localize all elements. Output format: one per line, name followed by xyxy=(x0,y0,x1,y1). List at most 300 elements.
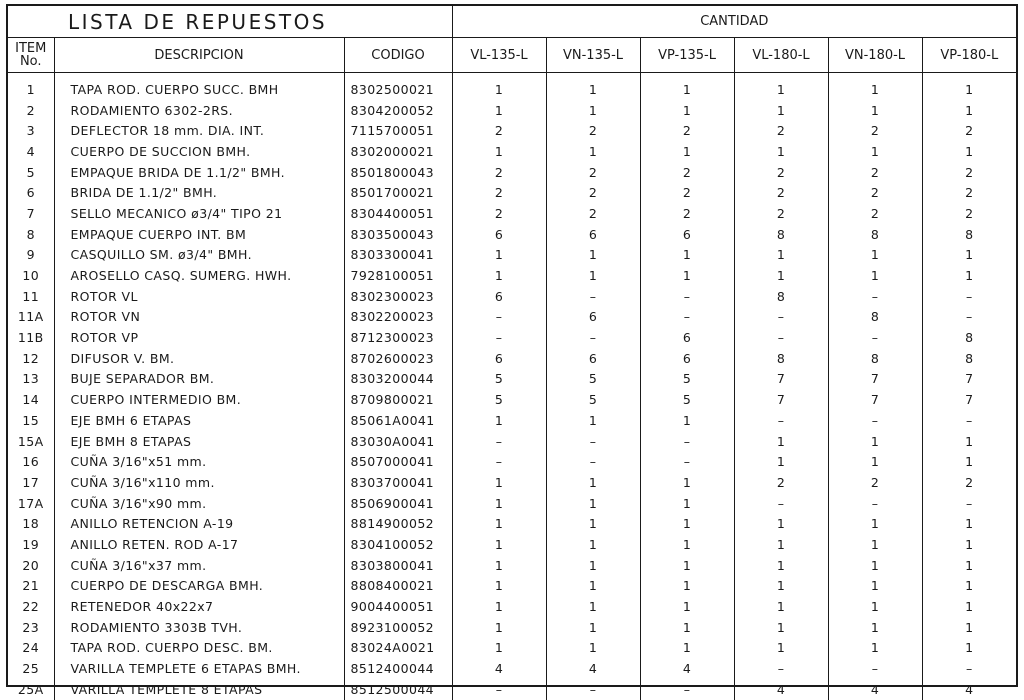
quantity-cell: 2 xyxy=(640,203,734,224)
part-code: 8501800043 xyxy=(344,162,452,183)
quantity-cell: 1 xyxy=(922,73,1016,100)
part-code: 8303800041 xyxy=(344,555,452,576)
table-row xyxy=(8,493,1016,514)
item-number: 17 xyxy=(22,474,40,490)
quantity-cell: – xyxy=(922,410,1016,431)
quantity-cell: 6 xyxy=(546,307,640,328)
table-row xyxy=(8,162,1016,183)
quantity-cell: 1 xyxy=(922,265,1016,286)
quantity-cell: 1 xyxy=(734,617,828,638)
item-number: 25 xyxy=(22,661,40,677)
quantity-cell: 1 xyxy=(640,638,734,659)
quantity-cell: 1 xyxy=(828,73,922,100)
parts-rows xyxy=(8,73,1016,700)
table-row xyxy=(8,389,1016,410)
quantity-cell: 1 xyxy=(452,472,546,493)
quantity-cell: 2 xyxy=(922,162,1016,183)
quantity-cell: 1 xyxy=(734,73,828,100)
quantity-cell: 8 xyxy=(734,224,828,245)
part-code: 83024A0021 xyxy=(344,638,452,659)
table-row xyxy=(8,307,1016,328)
quantity-cell: – xyxy=(640,679,734,700)
quantity-cell: 1 xyxy=(922,431,1016,452)
part-description: EJE BMH 6 ETAPAS xyxy=(54,410,344,431)
part-code: 9004400051 xyxy=(344,596,452,617)
quantity-cell: 8 xyxy=(922,327,1016,348)
quantity-cell: 2 xyxy=(546,203,640,224)
item-number: 21 xyxy=(22,578,40,594)
item-number: 11 xyxy=(22,288,40,304)
item-number: 9 xyxy=(26,247,35,263)
quantity-cell: 8 xyxy=(828,307,922,328)
quantity-cell: 1 xyxy=(640,513,734,534)
quantity-cell: 1 xyxy=(640,576,734,597)
quantity-cell: 2 xyxy=(546,120,640,141)
quantity-cell: 1 xyxy=(828,555,922,576)
quantity-cell: 1 xyxy=(922,596,1016,617)
quantity-cell: 4 xyxy=(452,658,546,679)
quantity-cell: 1 xyxy=(546,555,640,576)
quantity-cell: 1 xyxy=(734,513,828,534)
quantity-cell: 8 xyxy=(922,224,1016,245)
quantity-cell: 2 xyxy=(546,162,640,183)
quantity-cell: 7 xyxy=(734,369,828,390)
quantity-cell: 1 xyxy=(922,245,1016,266)
item-number: 25A xyxy=(17,681,44,697)
quantity-cell: 1 xyxy=(546,141,640,162)
quantity-cell: 8 xyxy=(828,348,922,369)
table-row xyxy=(8,658,1016,679)
quantity-cell: 2 xyxy=(734,162,828,183)
item-number: 5 xyxy=(26,164,35,180)
table-row xyxy=(8,638,1016,659)
table-row xyxy=(8,596,1016,617)
quantity-cell: 1 xyxy=(452,493,546,514)
part-code: 8303500043 xyxy=(344,224,452,245)
part-code: 8808400021 xyxy=(344,576,452,597)
quantity-cell: 5 xyxy=(640,369,734,390)
quantity-cell: – xyxy=(452,679,546,700)
table-row xyxy=(8,327,1016,348)
model-header: VP-180-L xyxy=(922,38,1016,73)
table-row xyxy=(8,245,1016,266)
quantity-cell: 6 xyxy=(546,224,640,245)
item-number: 16 xyxy=(22,454,40,470)
item-number: 11B xyxy=(17,330,44,346)
table-row xyxy=(8,679,1016,700)
quantity-cell: 1 xyxy=(828,141,922,162)
quantity-cell: 1 xyxy=(922,100,1016,121)
quantity-cell: 1 xyxy=(452,100,546,121)
part-code: 8303300041 xyxy=(344,245,452,266)
quantity-cell: 1 xyxy=(640,493,734,514)
item-number: 15 xyxy=(22,412,40,428)
item-number: 8 xyxy=(26,226,35,242)
codigo-header: CODIGO xyxy=(344,38,452,73)
quantity-cell: 2 xyxy=(922,203,1016,224)
item-number: 17A xyxy=(17,495,44,511)
quantity-cell: 1 xyxy=(828,451,922,472)
quantity-cell: 1 xyxy=(452,638,546,659)
quantity-cell: 2 xyxy=(734,182,828,203)
part-description: CUERPO DE SUCCION BMH. xyxy=(54,141,344,162)
quantity-cell: 5 xyxy=(546,389,640,410)
table-row xyxy=(8,224,1016,245)
quantity-cell: 1 xyxy=(828,431,922,452)
quantity-cell: 1 xyxy=(452,73,546,100)
cantidad-header: CANTIDAD xyxy=(452,6,1016,38)
descripcion-header: DESCRIPCION xyxy=(54,38,344,73)
quantity-cell: 1 xyxy=(922,513,1016,534)
part-code: 8512400044 xyxy=(344,658,452,679)
item-number: 13 xyxy=(22,371,40,387)
quantity-cell: 1 xyxy=(922,638,1016,659)
quantity-cell: 1 xyxy=(828,596,922,617)
quantity-cell: 7 xyxy=(828,389,922,410)
quantity-cell: 2 xyxy=(922,120,1016,141)
quantity-cell: 6 xyxy=(640,224,734,245)
quantity-cell: 2 xyxy=(828,182,922,203)
quantity-cell: – xyxy=(452,327,546,348)
quantity-cell: 1 xyxy=(640,73,734,100)
quantity-cell: 1 xyxy=(640,410,734,431)
quantity-cell: 1 xyxy=(452,245,546,266)
quantity-cell: 2 xyxy=(546,182,640,203)
part-description: RODAMIENTO 3303B TVH. xyxy=(54,617,344,638)
part-code: 8304200052 xyxy=(344,100,452,121)
quantity-cell: 1 xyxy=(546,617,640,638)
part-description: CUÑA 3/16"x37 mm. xyxy=(54,555,344,576)
quantity-cell: – xyxy=(640,451,734,472)
quantity-cell: 4 xyxy=(734,679,828,700)
part-description: DEFLECTOR 18 mm. DIA. INT. xyxy=(54,120,344,141)
quantity-cell: – xyxy=(640,431,734,452)
item-number: 10 xyxy=(22,268,40,284)
item-number: 6 xyxy=(26,185,35,201)
part-code: 8712300023 xyxy=(344,327,452,348)
quantity-cell: – xyxy=(734,307,828,328)
model-header: VN-135-L xyxy=(546,38,640,73)
part-description: CUÑA 3/16"x90 mm. xyxy=(54,493,344,514)
table-row xyxy=(8,451,1016,472)
quantity-cell: 7 xyxy=(734,389,828,410)
table-title: LISTA DE REPUESTOS xyxy=(8,6,452,38)
quantity-cell: 8 xyxy=(828,224,922,245)
model-header: VL-135-L xyxy=(452,38,546,73)
part-description: ROTOR VP xyxy=(54,327,344,348)
quantity-cell: 1 xyxy=(828,638,922,659)
quantity-cell: 5 xyxy=(452,369,546,390)
quantity-cell: 1 xyxy=(922,576,1016,597)
quantity-cell: – xyxy=(452,431,546,452)
quantity-cell: – xyxy=(922,286,1016,307)
part-description: VARILLA TEMPLETE 8 ETAPAS xyxy=(54,679,344,700)
quantity-cell: 2 xyxy=(452,162,546,183)
table-row xyxy=(8,369,1016,390)
quantity-cell: 1 xyxy=(546,513,640,534)
quantity-cell: – xyxy=(734,493,828,514)
quantity-cell: 1 xyxy=(546,493,640,514)
table-row xyxy=(8,555,1016,576)
quantity-cell: 1 xyxy=(452,617,546,638)
quantity-cell: – xyxy=(734,327,828,348)
quantity-cell: 1 xyxy=(734,100,828,121)
quantity-cell: 4 xyxy=(922,679,1016,700)
quantity-cell: 1 xyxy=(828,513,922,534)
quantity-cell: 7 xyxy=(922,389,1016,410)
quantity-cell: 1 xyxy=(640,245,734,266)
part-code: 8304400051 xyxy=(344,203,452,224)
table-row xyxy=(8,472,1016,493)
part-description: BUJE SEPARADOR BM. xyxy=(54,369,344,390)
quantity-cell: 1 xyxy=(452,265,546,286)
quantity-cell: 1 xyxy=(452,141,546,162)
part-description: RODAMIENTO 6302-2RS. xyxy=(54,100,344,121)
quantity-cell: 1 xyxy=(640,141,734,162)
part-code: 7928100051 xyxy=(344,265,452,286)
quantity-cell: 1 xyxy=(828,265,922,286)
part-code: 8507000041 xyxy=(344,451,452,472)
part-code: 85061A0041 xyxy=(344,410,452,431)
table-row xyxy=(8,410,1016,431)
part-description: TAPA ROD. CUERPO DESC. BM. xyxy=(54,638,344,659)
quantity-cell: 4 xyxy=(546,658,640,679)
item-number: 14 xyxy=(22,392,40,408)
part-description: EMPAQUE CUERPO INT. BM xyxy=(54,224,344,245)
table-row xyxy=(8,141,1016,162)
quantity-cell: 1 xyxy=(452,534,546,555)
quantity-cell: 2 xyxy=(828,472,922,493)
quantity-cell: 1 xyxy=(828,617,922,638)
quantity-cell: 1 xyxy=(452,596,546,617)
quantity-cell: – xyxy=(640,286,734,307)
quantity-cell: 1 xyxy=(922,534,1016,555)
item-number: 11A xyxy=(17,309,44,325)
part-description: CUERPO DE DESCARGA BMH. xyxy=(54,576,344,597)
quantity-cell: 4 xyxy=(828,679,922,700)
quantity-cell: 1 xyxy=(452,513,546,534)
part-description: AROSELLO CASQ. SUMERG. HWH. xyxy=(54,265,344,286)
table-row xyxy=(8,513,1016,534)
quantity-cell: 2 xyxy=(452,120,546,141)
quantity-cell: – xyxy=(922,493,1016,514)
quantity-cell: 1 xyxy=(828,534,922,555)
item-number: 1 xyxy=(26,81,35,97)
quantity-cell: 2 xyxy=(922,182,1016,203)
quantity-cell: – xyxy=(828,327,922,348)
part-description: ANILLO RETENCION A-19 xyxy=(54,513,344,534)
table-row xyxy=(8,203,1016,224)
quantity-cell: 1 xyxy=(640,100,734,121)
quantity-cell: 1 xyxy=(546,245,640,266)
quantity-cell: 1 xyxy=(734,638,828,659)
quantity-cell: 1 xyxy=(828,576,922,597)
quantity-cell: 1 xyxy=(734,431,828,452)
quantity-cell: 1 xyxy=(546,100,640,121)
quantity-cell: 6 xyxy=(546,348,640,369)
item-number: 18 xyxy=(22,516,40,532)
part-code: 8302500021 xyxy=(344,73,452,100)
quantity-cell: – xyxy=(546,327,640,348)
quantity-cell: 1 xyxy=(734,596,828,617)
table-row xyxy=(8,534,1016,555)
table-row xyxy=(8,286,1016,307)
quantity-cell: 1 xyxy=(734,576,828,597)
table-row xyxy=(8,265,1016,286)
item-number: 23 xyxy=(22,619,40,635)
table-row xyxy=(8,576,1016,597)
part-description: EJE BMH 8 ETAPAS xyxy=(54,431,344,452)
part-code: 8302200023 xyxy=(344,307,452,328)
model-header: VL-180-L xyxy=(734,38,828,73)
quantity-cell: 1 xyxy=(640,617,734,638)
quantity-cell: 1 xyxy=(734,555,828,576)
item-number: 22 xyxy=(22,599,40,615)
quantity-cell: – xyxy=(546,451,640,472)
quantity-cell: 1 xyxy=(452,410,546,431)
quantity-cell: 1 xyxy=(922,141,1016,162)
parts-list-table xyxy=(8,6,1016,700)
item-number: 12 xyxy=(22,350,40,366)
part-code: 8303200044 xyxy=(344,369,452,390)
quantity-cell: 1 xyxy=(828,100,922,121)
quantity-cell: 1 xyxy=(640,596,734,617)
quantity-cell: 1 xyxy=(546,596,640,617)
quantity-cell: 6 xyxy=(640,327,734,348)
quantity-cell: 1 xyxy=(828,245,922,266)
quantity-cell: – xyxy=(828,658,922,679)
quantity-cell: 1 xyxy=(452,576,546,597)
quantity-cell: 2 xyxy=(640,120,734,141)
quantity-cell: 1 xyxy=(640,555,734,576)
quantity-cell: 1 xyxy=(546,638,640,659)
quantity-cell: – xyxy=(546,431,640,452)
quantity-cell: 6 xyxy=(452,286,546,307)
quantity-cell: 1 xyxy=(640,472,734,493)
item-number: 7 xyxy=(26,205,35,221)
model-header: VP-135-L xyxy=(640,38,734,73)
quantity-cell: 1 xyxy=(922,451,1016,472)
item-number: 20 xyxy=(22,557,40,573)
table-row xyxy=(8,120,1016,141)
quantity-cell: – xyxy=(828,286,922,307)
quantity-cell: – xyxy=(546,679,640,700)
quantity-cell: – xyxy=(546,286,640,307)
part-code: 7115700051 xyxy=(344,120,452,141)
quantity-cell: 8 xyxy=(734,348,828,369)
part-description: ROTOR VL xyxy=(54,286,344,307)
quantity-cell: 1 xyxy=(734,141,828,162)
part-code: 8302300023 xyxy=(344,286,452,307)
part-code: 8304100052 xyxy=(344,534,452,555)
model-header: VN-180-L xyxy=(828,38,922,73)
quantity-cell: 2 xyxy=(828,203,922,224)
table-row xyxy=(8,431,1016,452)
quantity-cell: 4 xyxy=(640,658,734,679)
quantity-cell: 1 xyxy=(734,245,828,266)
quantity-cell: 5 xyxy=(546,369,640,390)
item-number: 2 xyxy=(26,102,35,118)
part-description: ANILLO RETEN. ROD A-17 xyxy=(54,534,344,555)
item-number: 24 xyxy=(22,640,40,656)
quantity-cell: 1 xyxy=(734,534,828,555)
quantity-cell: 8 xyxy=(922,348,1016,369)
quantity-cell: 7 xyxy=(828,369,922,390)
quantity-cell: 1 xyxy=(546,265,640,286)
quantity-cell: 1 xyxy=(546,73,640,100)
part-description: CUERPO INTERMEDIO BM. xyxy=(54,389,344,410)
quantity-cell: – xyxy=(922,658,1016,679)
table-row xyxy=(8,100,1016,121)
quantity-cell: 1 xyxy=(734,265,828,286)
part-code: 8506900041 xyxy=(344,493,452,514)
part-description: SELLO MECANICO ø3/4" TIPO 21 xyxy=(54,203,344,224)
part-description: DIFUSOR V. BM. xyxy=(54,348,344,369)
part-code: 8923100052 xyxy=(344,617,452,638)
quantity-cell: 2 xyxy=(828,120,922,141)
part-code: 8512500044 xyxy=(344,679,452,700)
item-header: ITEM No. xyxy=(8,38,54,73)
quantity-cell: 2 xyxy=(734,120,828,141)
quantity-cell: 7 xyxy=(922,369,1016,390)
quantity-cell: 2 xyxy=(452,203,546,224)
quantity-cell: 1 xyxy=(734,451,828,472)
item-number: 4 xyxy=(26,143,35,159)
quantity-cell: 6 xyxy=(640,348,734,369)
quantity-cell: – xyxy=(828,410,922,431)
part-description: EMPAQUE BRIDA DE 1.1/2" BMH. xyxy=(54,162,344,183)
quantity-cell: 8 xyxy=(734,286,828,307)
item-number: 15A xyxy=(17,433,44,449)
part-code: 8709800021 xyxy=(344,389,452,410)
quantity-cell: 1 xyxy=(546,472,640,493)
quantity-cell: 1 xyxy=(640,534,734,555)
part-code: 83030A0041 xyxy=(344,431,452,452)
part-description: CUÑA 3/16"x51 mm. xyxy=(54,451,344,472)
quantity-cell: – xyxy=(922,307,1016,328)
quantity-cell: 2 xyxy=(640,162,734,183)
quantity-cell: 5 xyxy=(640,389,734,410)
quantity-cell: 5 xyxy=(452,389,546,410)
part-code: 8303700041 xyxy=(344,472,452,493)
part-code: 8702600023 xyxy=(344,348,452,369)
item-number: 19 xyxy=(22,536,40,552)
quantity-cell: 1 xyxy=(452,555,546,576)
quantity-cell: 2 xyxy=(452,182,546,203)
quantity-cell: 1 xyxy=(546,410,640,431)
part-code: 8814900052 xyxy=(344,513,452,534)
table-row xyxy=(8,73,1016,100)
quantity-cell: – xyxy=(452,451,546,472)
part-description: CUÑA 3/16"x110 mm. xyxy=(54,472,344,493)
quantity-cell: – xyxy=(640,307,734,328)
table-row xyxy=(8,348,1016,369)
part-description: TAPA ROD. CUERPO SUCC. BMH xyxy=(54,73,344,100)
quantity-cell: 2 xyxy=(734,203,828,224)
part-description: ROTOR VN xyxy=(54,307,344,328)
part-description: BRIDA DE 1.1/2" BMH. xyxy=(54,182,344,203)
quantity-cell: 1 xyxy=(546,534,640,555)
part-code: 8302000021 xyxy=(344,141,452,162)
part-code: 8501700021 xyxy=(344,182,452,203)
part-description: CASQUILLO SM. ø3/4" BMH. xyxy=(54,245,344,266)
table-row xyxy=(8,182,1016,203)
quantity-cell: 2 xyxy=(922,472,1016,493)
part-description: RETENEDOR 40x22x7 xyxy=(54,596,344,617)
quantity-cell: 1 xyxy=(640,265,734,286)
item-number: 3 xyxy=(26,123,35,139)
quantity-cell: 1 xyxy=(922,617,1016,638)
